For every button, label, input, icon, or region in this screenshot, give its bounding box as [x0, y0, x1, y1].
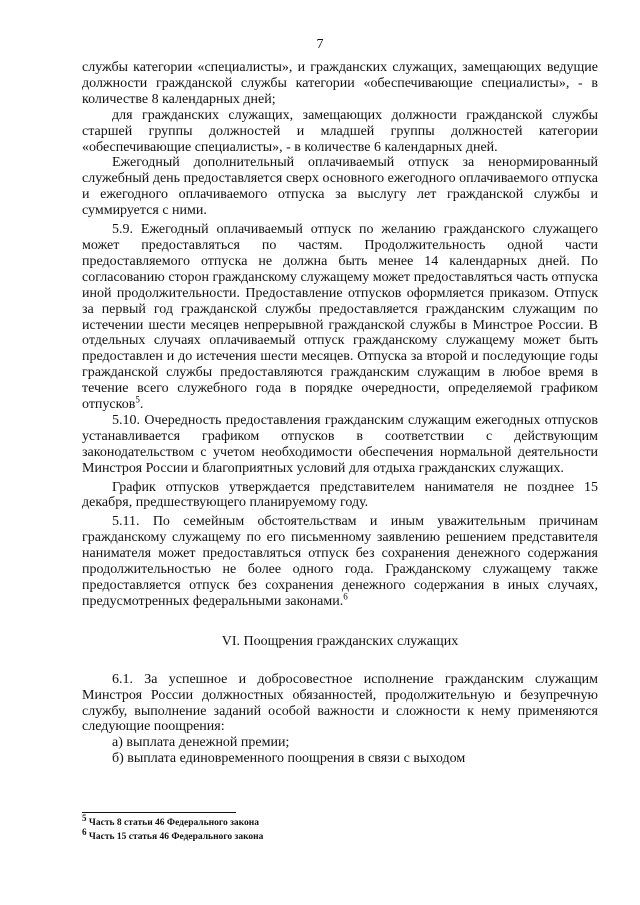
footnote-divider — [82, 812, 236, 813]
paragraph: Ежегодный дополнительный оплачиваемый отпуск за ненормированный служебный день предоставляется сверх основного ежегодного оплачиваемого отпуска и ежегодного оплачиваемого отпуска за выслугу лет гражданской службы и суммируется с ними. — [82, 155, 598, 219]
paragraph — [82, 514, 598, 609]
footnote-text: Часть 8 статьи 46 Федерального закона — [88, 818, 259, 829]
paragraph: График отпусков утверждается представителем нанимателя не позднее 15 декабря, предшествующего планируемому году. — [82, 479, 598, 511]
footnote-mark: 5 — [82, 813, 87, 823]
page-number: 7 — [316, 37, 324, 52]
list-item: а) выплата денежной премии; — [112, 735, 290, 751]
paragraph: службы категории «специалисты», и гражданских служащих, замещающих ведущие должности гражданской службы категории «обеспечивающие специалисты», - в количестве 8 календарных дней; — [82, 60, 598, 107]
paragraph: 5.10. Очередность предоставления гражданским служащим ежегодных отпусков устанавливается графиком отпусков в соответствии с действующим законодательством с учетом необходимости обеспечения нормальной деятельности Минстроя России и благоприятных условий для отдыха гражданских служащих. — [82, 412, 598, 476]
footnote-ref: 5 — [135, 394, 140, 405]
paragraph-text: 5.11. По семейным обстоятельствам и иным уважительным причинам гражданскому служащему по его письменному заявлению решением представителя нанимателя может предоставляться отпуск без сохранения денежного содержания продолжительностью не более одного года. Гражданскому служащему также предоставляется отпуск без сохранения денежного содержания в иных случаях, предусмотренных федеральными законами. — [82, 514, 598, 609]
paragraph: для гражданских служащих, замещающих должности гражданской службы старшей группы должностей и младшей группы должностей категории «обеспечивающие специалисты», - в количестве 6 календарных дней. — [82, 107, 598, 155]
footnote-mark: 6 — [82, 827, 87, 837]
paragraph: 6.1. За успешное и добросовестное исполнение гражданским служащим Минстроя России должностных обязанностей, продолжительную и безупречную службу, выполнение заданий особой важности и сложности к нему применяются следующие поощрения: — [82, 671, 598, 735]
section-heading: VI. Поощрения гражданских служащих — [221, 633, 459, 649]
footnote — [82, 827, 264, 843]
footnote-text: Часть 15 статья 46 Федерального закона — [88, 832, 264, 843]
page-body — [82, 60, 598, 767]
paragraph — [82, 222, 598, 413]
footnote-ref: 6 — [343, 591, 348, 602]
footnote — [82, 813, 259, 829]
paragraph-end: . — [139, 397, 144, 413]
paragraph-text: 5.9. Ежегодный оплачиваемый отпуск по желанию гражданского служащего может предоставляться по частям. Продолжительность одной части предоставляемого отпуска не должна быть менее 14 календарных дней. По согласованию сторон гражданскому служащему может предоставляться часть отпуска иной продолжительности. Предоставление отпусков оформляется приказом. Отпуск за первый год гражданской службы предоставляется гражданским служащим по истечении шести месяцев непрерывной гражданской службы в Минстрое России. В отдельных случаях оплачиваемый отпуск гражданскому служащему может быть предоставлен и до истечения шести месяцев. Отпуска за второй и последующие годы гражданской службы предоставляются гражданским служащим в любое время в течение всего служебного года в порядке очередности, определяемой графиком отпусков — [82, 222, 598, 413]
list-item: б) выплата единовременного поощрения в связи с выходом — [112, 751, 466, 767]
